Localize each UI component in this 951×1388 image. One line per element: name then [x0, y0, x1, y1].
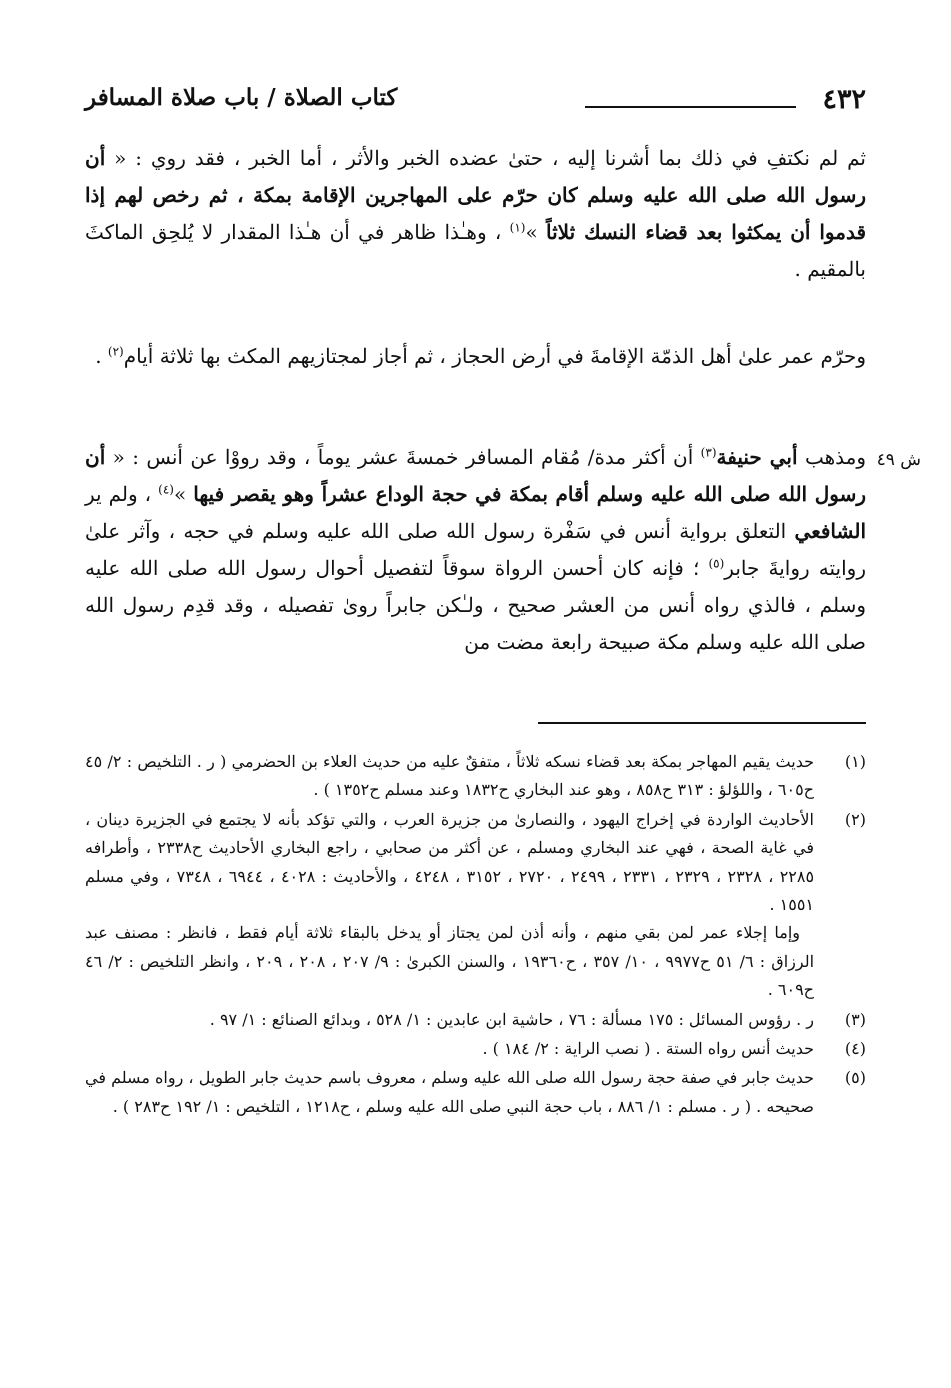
text: ، ولم ير — [85, 482, 159, 506]
footnote — [85, 1006, 866, 1034]
text: » — [173, 482, 194, 506]
header-rule — [585, 106, 796, 108]
body-paragraph-1 — [85, 140, 866, 288]
footnote-text: ر . رؤوس المسائل : ١٧٥ مسألة : ٧٦ ، حاشية ابن عابدين : ١/ ٥٢٨ ، وبدائع الصنائع : ١/ ٩٧ . — [209, 1009, 814, 1029]
footnote-text: وإما إجلاء عمر لمن بقي منهم ، وأنه أذن لمن يجتاز أو يدخل بالبقاء ثلاثة أيام فقط ، فانظر : مصنف عبد الرزاق : ٦/ ٥١ ح٩٩٧٧ ، ١٠/ ٣٥٧ ، ح١٩٣٦٠ ، والسنن الكبرىٰ : ٩/ ٢٠٧ ، ٢٠٨ ، ٢٠٩ ، وانظر التلخيص : ٢/ ٤٦ ح٦٠٩ . — [85, 923, 815, 1000]
footnote — [85, 806, 866, 1005]
body-paragraph-3 — [85, 439, 866, 661]
page-header — [85, 78, 866, 118]
footnote-number: (٥) — [844, 1068, 866, 1088]
name-bold: أبي حنيفة — [716, 445, 798, 469]
running-title: كتاب الصلاة / باب صلاة المسافر — [85, 84, 398, 111]
footnote — [85, 1064, 866, 1121]
footnote-number: (٣) — [844, 1009, 866, 1029]
text: ومذهب — [797, 445, 866, 469]
text: ، وهـٰذا ظاهر في أن هـٰذا المقدار لا يُلحِق الماكثَ بالمقيم . — [85, 220, 866, 281]
footnote-text: حديث أنس رواه الستة . ( نصب الراية : ٢/ ١٨٤ ) . — [482, 1039, 814, 1059]
text: ؛ فإنه كان أحسن الرواة سوقاً لتفصيل أحوال رسول الله صلى الله عليه وسلم ، فالذي رواه أنس من العشر صحيح ، ولـٰكن جابراً رویٰ تفصيله ، وقد قدِم رسول الله صلى الله عليه وسلم مكة صبيحة رابعة مضت من — [85, 556, 866, 654]
footnote-number: (٢) — [844, 809, 866, 829]
footnotes — [85, 748, 866, 1122]
text: التعلق برواية أنس في سَفْرة رسول الله صلى الله عليه وسلم في حجه ، وآثر علىٰ روايته روايةَ جابر — [85, 519, 866, 580]
text: وحرّم عمر علىٰ أهل الذمّة الإقامةَ في أرض الحجاز ، ثم أجاز لمجتازيهم المكث بها ثلاثة أيام — [123, 344, 866, 368]
page-number: ٤٣٢ — [822, 84, 866, 115]
footnote-ref[interactable]: (٢) — [107, 344, 124, 359]
footnote-ref[interactable]: (٥) — [708, 556, 725, 571]
footnote-number: (١) — [844, 752, 866, 771]
hadith-quote: أن رسول الله صلى الله عليه وسلم أقام بمكة في حجة الوداع عشراً وهو يقصر فيها — [85, 445, 867, 506]
text: » — [525, 220, 547, 244]
footnote — [85, 748, 866, 805]
footnote-text: الأحاديث الواردة في إخراج اليهود ، والنصارىٰ من جزيرة العرب ، والتي تؤكد بأنه لا يجتمع في الجزيرة دينان ، في غاية الصحة ، فهي عند البخاري ومسلم ، عن أكثر من صحابي ، راجع البخاري الأحاديث ح٢٣٣٨ ، وأطرافه ٢٢٨٥ ، ٢٣٢٨ ، ٢٣٢٩ ، ٢٣٣١ ، ٢٤٩٩ ، ٢٧٢٠ ، ٣١٥٢ ، ٤٢٤٨ ، والأحاديث : ٤٠٢٨ ، ٦٩٤٤ ، ٧٣٤٨ ، وفي مسلم ١٥٥١ . — [85, 809, 815, 915]
footnote-text: حديث جابر في صفة حجة رسول الله صلى الله عليه وسلم ، معروف باسم حديث جابر الطويل ، رواه مسلم في صحيحه . ( ر . مسلم : ١/ ٨٨٦ ، باب حجة النبي صلى الله عليه وسلم ، ح١٢١٨ ، التلخيص : ١/ ١٩٢ ح٢٨٣ ) . — [85, 1068, 814, 1116]
footnote-separator — [538, 722, 866, 724]
footnote-number: (٤) — [844, 1039, 866, 1059]
name-bold: الشافعي — [794, 519, 866, 543]
footnote-ref[interactable]: (٤) — [158, 482, 174, 497]
footnote-ref[interactable]: (١) — [509, 220, 526, 235]
text: . — [95, 344, 108, 368]
text: ثم لم نكتفِ في ذلك بما أشرنا إليه ، حتىٰ عضده الخبر والأثر ، أما الخبر ، فقد روي : « — [105, 146, 866, 170]
footnote — [85, 1035, 866, 1063]
margin-note: ش ٤٩ — [876, 450, 921, 470]
body-paragraph-2 — [85, 338, 866, 375]
footnote-text: حديث يقيم المهاجر بمكة بعد قضاء نسكه ثلاثاً ، متفقٌ عليه من حديث العلاء بن الحضرمي ( ر . التلخيص : ٢/ ٤٥ ح٦٠٥ ، واللؤلؤ : ٣١٣ ح٨٥٨ ، وهو عند البخاري ح١٨٣٢ وعند مسلم ح١٣٥٢ ) . — [85, 752, 815, 800]
footnote-ref[interactable]: (٣) — [700, 445, 717, 460]
hadith-quote: أن رسول الله صلى الله عليه وسلم كان حرّم على المهاجرين الإقامة بمكة ، ثم رخص لهم إذا قدموا أن يمكثوا بعد قضاء النسك ثلاثاً — [85, 146, 867, 244]
text: أن أكثر مدة/ مُقام المسافر خمسةَ عشر يوماً ، وقد رووْا عن أنس : « — [105, 445, 701, 469]
